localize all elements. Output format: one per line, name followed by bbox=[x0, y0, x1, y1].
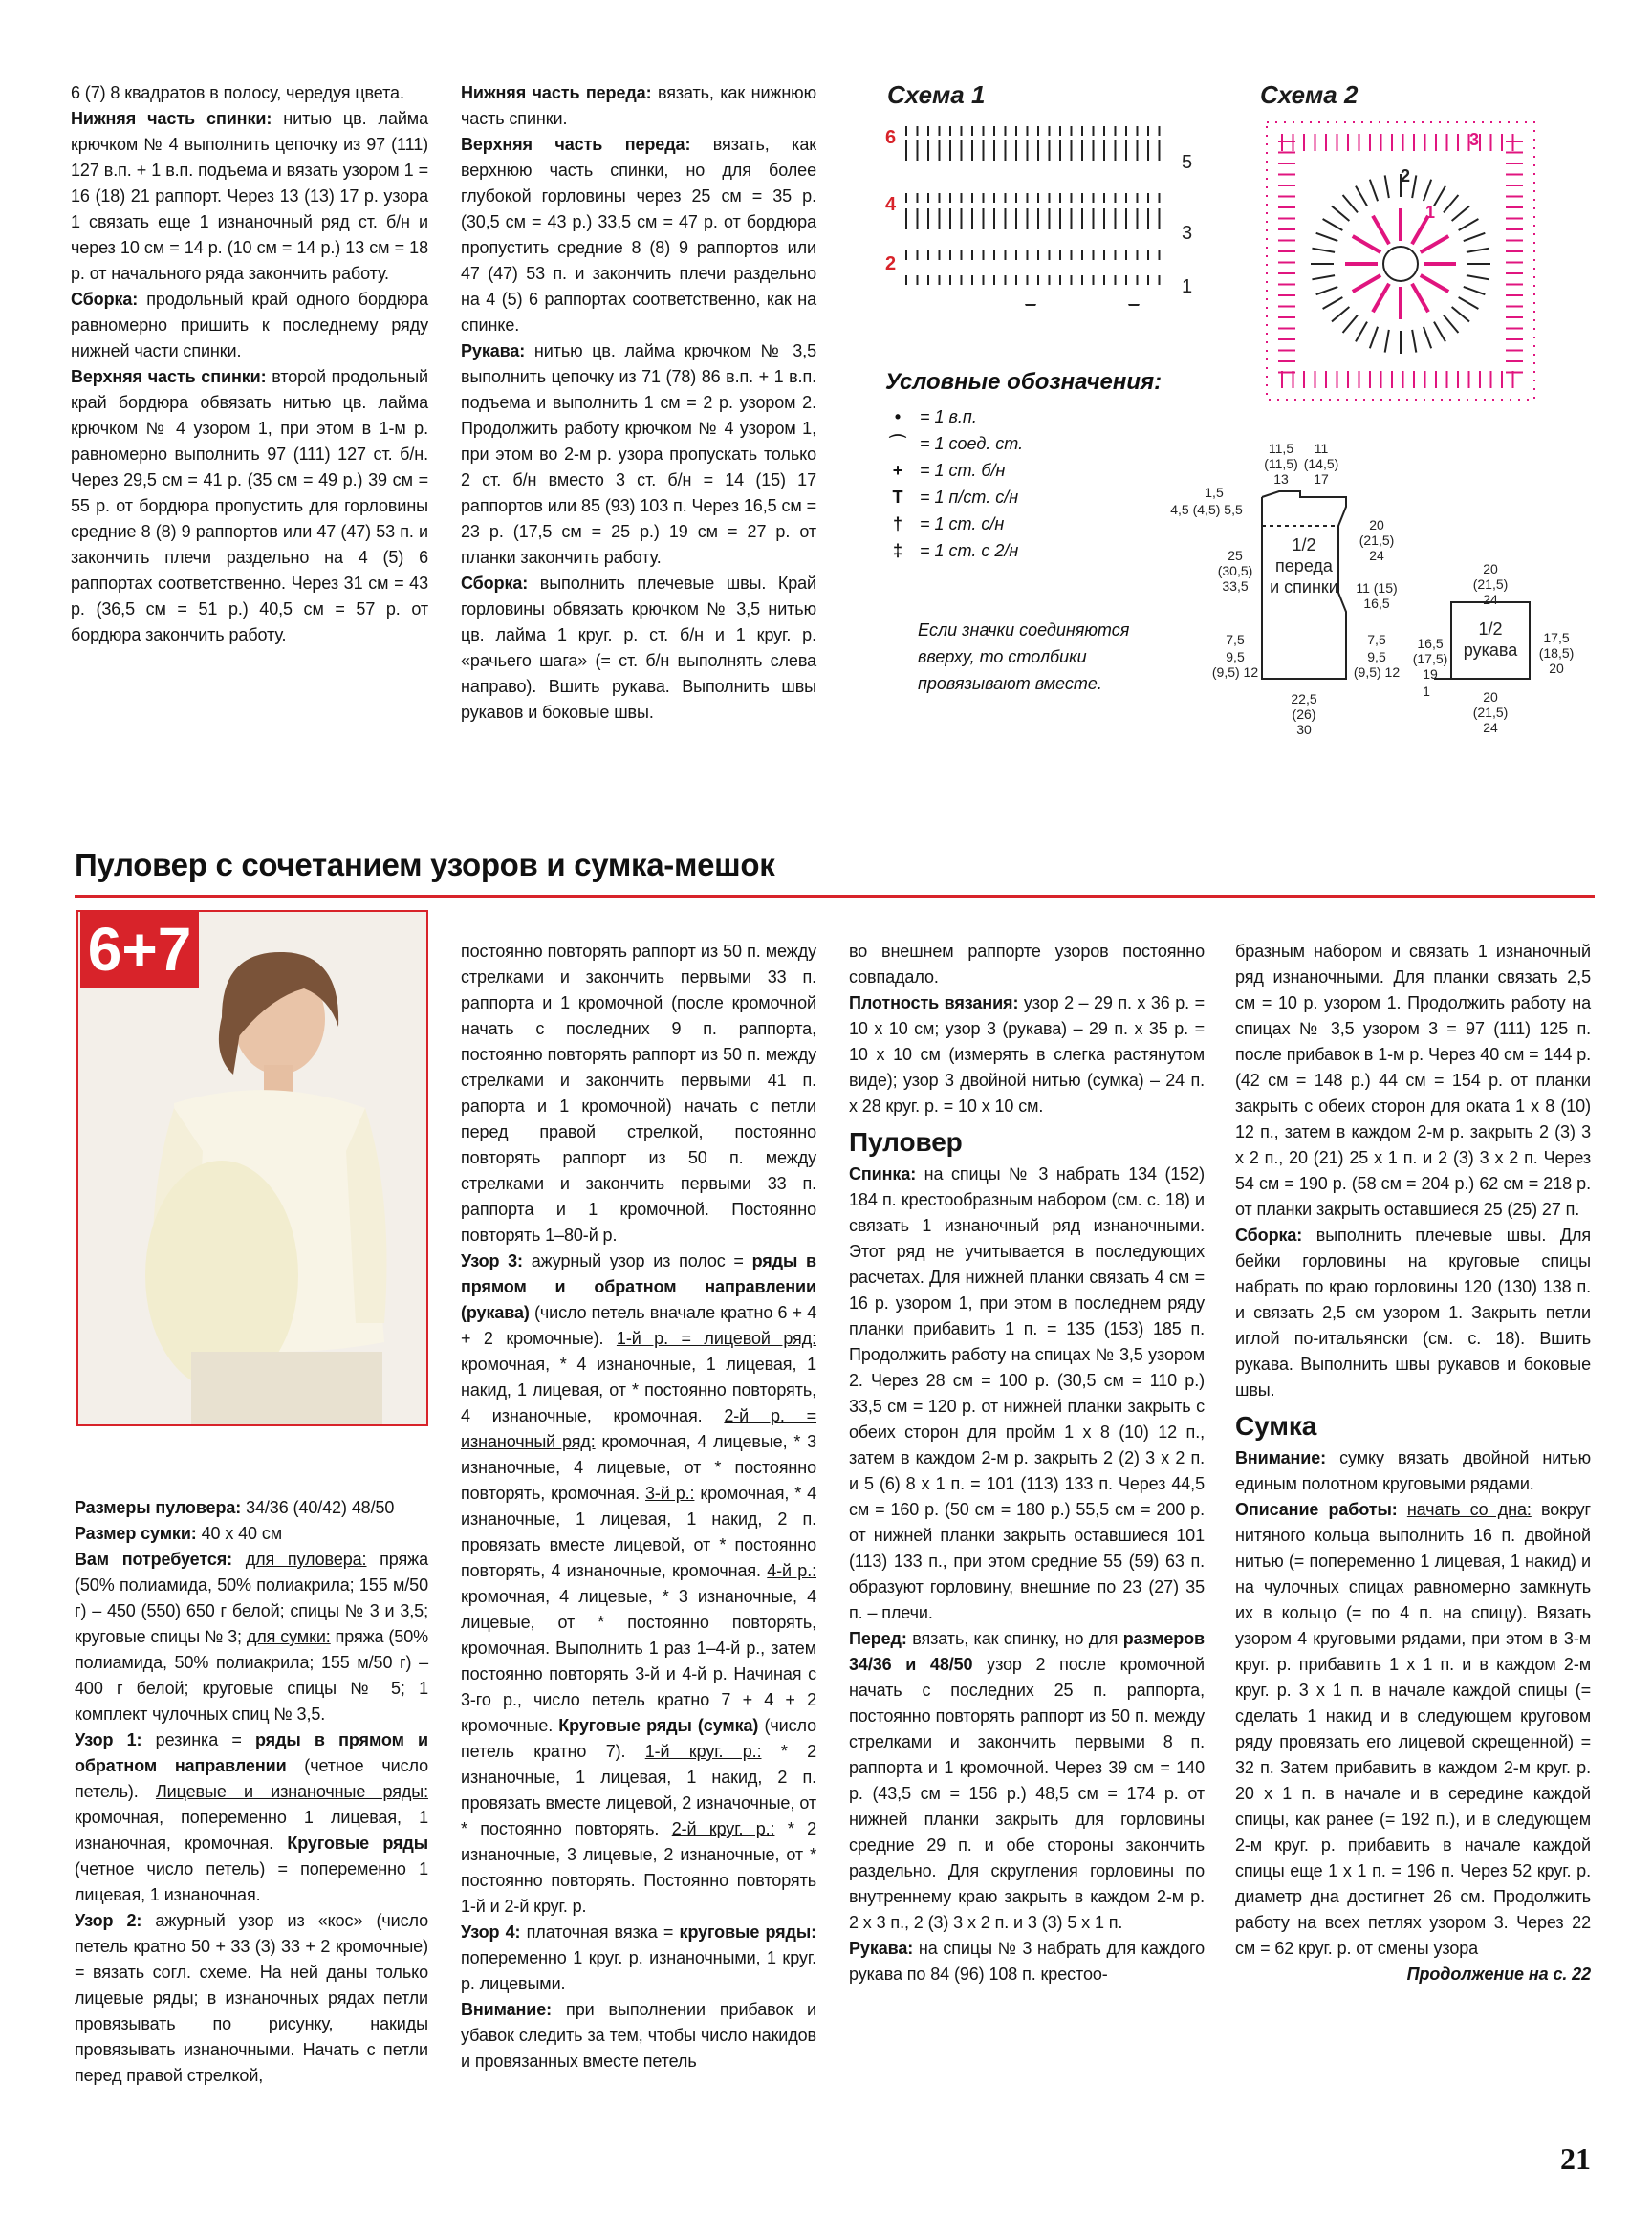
svg-text:19: 19 bbox=[1423, 666, 1438, 682]
svg-text:16,5: 16,5 bbox=[1417, 636, 1444, 651]
top-column-2 bbox=[461, 80, 816, 726]
schema-1-chart bbox=[878, 115, 1203, 306]
paragraph: Рукава: на спицы № 3 набрать для каждого рукава по 84 (96) 108 п. крестоо- bbox=[849, 1939, 1205, 1984]
bottom-column-4 bbox=[1235, 939, 1591, 1987]
stitch-symbol-icon: T bbox=[892, 488, 903, 507]
paragraph: Плотность вязания: узор 2 – 29 п. х 36 р. = 10 х 10 см; узор 3 (рукава) – 29 п. х 35 р. = 10 х 10 см (измерять в слегка растянутом виде); узор 3 двойной нитью (сумка) – 24 п. х 28 круг. р. = 10 х 10 см. bbox=[849, 993, 1205, 1116]
schema-2-row-3: 3 bbox=[1469, 130, 1480, 149]
schema-2-row-2: 2 bbox=[1401, 166, 1411, 185]
svg-text:(9,5) 12: (9,5) 12 bbox=[1211, 664, 1259, 680]
legend-item: • = 1 в.п. bbox=[885, 403, 1162, 430]
paragraph: Нижняя часть переда: вязать, как нижнюю часть спинки. bbox=[461, 83, 816, 128]
schema-1-row-1: 1 bbox=[1182, 276, 1193, 297]
svg-text:(9,5) 12: (9,5) 12 bbox=[1353, 664, 1401, 680]
stitch-symbol-icon: ⌒ bbox=[889, 434, 906, 453]
schema-2-chart bbox=[1257, 113, 1544, 419]
svg-text:20: 20 bbox=[1549, 661, 1564, 676]
bottom-column-1 bbox=[75, 1495, 428, 2089]
legend-item: + = 1 ст. б/н bbox=[885, 457, 1162, 484]
paragraph: Внимание: при выполнении прибавок и убавок следить за тем, чтобы число накидов и провязанных вместе петель bbox=[461, 2000, 816, 2071]
schema-1-row-5: 5 bbox=[1182, 152, 1193, 173]
schema-1-row-3: 3 bbox=[1182, 223, 1193, 244]
title-rule bbox=[75, 895, 1595, 898]
paragraph: Спинка: на спицы № 3 набрать 134 (152) 184 п. крестообразным набором (см. с. 18) и связать 1 изнаночный ряд изнаночными. Этот ряд не учитывается в последующих расчетах. Для нижней планки связать 4 см = 16 р. узором 1, при этом в последнем ряду планки прибавить 1 п. = 135 (153) 185 п. Продолжить работу на спицах № 3,5 узором 2. Через 28 см = 100 р. (30,5 см = 110 р.) 33,5 см = 120 р. от нижней планки закрыть с обеих сторон для пройм 1 х 8 (10) 12 п., затем в каждом 2-м р. закрыть 2 (2) 3 х 2 п. и 5 (6) 8 х 1 п. = 101 (113) 133 п. Через 44,5 см = 160 р. (50 см = 180 р.) 55,5 см = 200 р. от нижней планки закрыть оставшиеся 101 (113) 133 п., при этом средние 55 (59) 63 п. образуют горловину, внешние по 23 (27) 35 п. – плечи. bbox=[849, 1164, 1205, 1622]
schema-1-row-4: 4 bbox=[885, 194, 897, 215]
svg-text:24: 24 bbox=[1483, 592, 1498, 607]
paragraph: Внимание: сумку вязать двойной нитью единым полотном круговыми рядами. bbox=[1235, 1448, 1591, 1493]
legend-item: ‡ = 1 ст. с 2/н bbox=[885, 537, 1162, 564]
article-title: Пуловер с сочетанием узоров и сумка-мешок bbox=[75, 847, 775, 882]
svg-text:11: 11 bbox=[1314, 441, 1329, 456]
svg-text:20: 20 bbox=[1483, 689, 1498, 705]
schema-1-row-6: 6 bbox=[885, 127, 897, 148]
svg-text:(21,5): (21,5) bbox=[1472, 705, 1509, 720]
paragraph: Рукава: нитью цв. лайма крючком № 3,5 выполнить цепочку из 71 (78) 86 в.п. + 1 в.п. подъема и выполнить 1 см = 2 р. узором 2. Продолжить работу крючком № 4 узором 1, при этом во 2-м р. узора пропускать только 2 ст. б/н вместо 3 ст. б/н = 14 (15) 17 раппортов или 85 (93) 103 п. Через 16,5 см = 23 р. (17,5 см = 25 р.) 19 см = 27 р. от планки закончить работу. bbox=[461, 341, 816, 567]
schema-1-row-2: 2 bbox=[885, 253, 897, 274]
legend-item: T = 1 п/ст. с/н bbox=[885, 484, 1162, 510]
paragraph: Перед: вязать, как спинку, но для размеров 34/36 и 48/50 узор 2 после кромочной начать с последних 25 п. раппорта, постоянно повторять раппорт из 50 п. между стрелками и закончить первыми 8 п. раппорта и 1 кромочной. Через 39 см = 140 р. (43,5 см = 156 р.) 48,5 см = 174 р. от нижней планки закрыть для горловины средние 29 п. и обе стороны закончить раздельно. Для скругления горловины по внутреннему краю закрыть в каждом 2-м р. 2 х 3 п., 2 (3) 3 х 2 п. и 3 (3) 5 х 1 п. bbox=[849, 1629, 1205, 1932]
svg-text:9,5: 9,5 bbox=[1367, 649, 1386, 664]
svg-text:9,5: 9,5 bbox=[1226, 649, 1245, 664]
paragraph: бразным набором и связать 1 изнаночный ряд изнаночными. Для планки связать 2,5 см = 10 р. узором 1. Продолжить работу на спицах № 3,5 узором 3 = 97 (111) 125 п. после прибавок в 1-м р. Через 40 см = 144 р. (42 см = 148 р.) 44 см = 154 р. от планки закрыть с обеих сторон для оката 1 х 8 (10) 12 п., затем в каждом 2-м р. закрыть 2 (3) 3 х 2 п., 20 (21) 25 х 1 п. и 2 (3) 3 х 2 п. Через 54 см = 190 р. (58 см = 204 р.) 62 см = 218 р. от планки закрыть оставшиеся 25 (25) 27 п. bbox=[1235, 942, 1591, 1219]
svg-text:(11,5): (11,5) bbox=[1264, 456, 1298, 471]
pattern-diagram bbox=[1147, 430, 1597, 746]
paragraph: Сборка: выполнить плечевые швы. Для бейки горловины на круговые спицы набрать по краю горловины 120 (130) 138 п. и связать 2,5 см узором 1. Закрыть петли иглой по-итальянски (см. с. 18). Вшить рукава. Выполнить швы рукавов и боковые швы. bbox=[1235, 1226, 1591, 1400]
svg-text:11 (15): 11 (15) bbox=[1356, 580, 1398, 596]
legend-title: Условные обозначения: bbox=[885, 369, 1163, 395]
arrow-icon bbox=[1025, 304, 1036, 306]
legend-note: Если значки соединяются вверху, то столбики провязывают вместе. bbox=[918, 620, 1130, 693]
svg-text:4,5 (4,5) 5,5: 4,5 (4,5) 5,5 bbox=[1170, 502, 1243, 517]
paragraph: постоянно повторять раппорт из 50 п. между стрелками и закончить первыми 33 п. раппорта и 1 кромочной (после кромочной начать с последних 9 п. раппорта, постоянно повторять раппорт из 50 п. между стрелками и закончить первыми 41 п. рапорта и 1 кромочной) начать с петли перед правой стрелкой, постоянно повторять раппорт из 50 п. между стрелками и закончить первыми 33 п. раппорта и 1 кромочной. Постоянно повторять 1–80-й р. bbox=[461, 942, 816, 1245]
paragraph: Нижняя часть спинки: нитью цв. лайма крючком № 4 выполнить цепочку из 97 (111) 127 в.п. + 1 в.п. подъема и вязать узором 1 = 16 (18) 21 раппорт. Через 13 (13) 17 р. узора 1 связать еще 1 изнаночный ряд ст. б/н и через 10 см = 14 р. (10 см = 14 р.) 13 см = 18 р. от начального ряда закончить работу. bbox=[71, 109, 428, 283]
svg-text:1: 1 bbox=[1423, 684, 1430, 699]
svg-text:(14,5): (14,5) bbox=[1303, 456, 1339, 471]
top-column-1 bbox=[71, 80, 428, 648]
paragraph: Описание работы: начать со дна: вокруг нитяного кольца выполнить 16 п. двойной нитью (= попеременно 1 лицевая, 1 накид) и на чулочных спицах равномерно замкнуть их в кольцо (= по 4 п. на спицу). Вязать узором 4 круговыми рядами, при этом в 3-м круг. р. прибавить 1 х 1 п. и в каждом 2-м круг. р. 3 х 1 п. в начале каждой спицы (= сделать 1 накид и в следующем круговом ряду провязать его лицевой скрещенной) = 32 п. Затем прибавить в каждом 2-м круг. р. 20 х 1 п. в начале и в середине каждой спицы, как ранее (= 192 п.), и в следующем 2-м круг. р. прибавить в начале каждой спицы еще 1 х 1 п. = 196 п. Через 52 круг. р. диаметр дна достигнет 26 см. Продолжить работу на всех петлях узором 3. Через 22 см = 62 круг. р. от смены узора bbox=[1235, 1500, 1591, 1958]
stitch-symbol-icon: + bbox=[892, 461, 903, 480]
bottom-column-2 bbox=[461, 939, 816, 2074]
svg-text:30: 30 bbox=[1296, 722, 1312, 737]
page-number: 21 bbox=[1560, 2141, 1591, 2176]
paragraph: Сборка: выполнить плечевые швы. Край горловины обвязать крючком № 3,5 нитью цв. лайма 1 круг. р. ст. б/н и 1 круг. р. «рачьего шага» (= ст. б/н выполнять слева направо). Вшить рукава. Выполнить швы рукавов и боковые швы. bbox=[461, 574, 816, 722]
schema-2-row-1: 1 bbox=[1425, 203, 1436, 222]
svg-text:7,5: 7,5 bbox=[1367, 632, 1386, 647]
svg-text:(30,5): (30,5) bbox=[1217, 563, 1253, 578]
paragraph: Узор 1: резинка = ряды в прямом и обратном направлении (четное число петель). Лицевые и изнаночные ряды: кромочная, попеременно 1 лицевая, 1 изнаночная, кромочная. Круговые ряды (четное число петель) = попеременно 1 лицевая, 1 изнаночная. bbox=[75, 1730, 428, 1904]
svg-text:(17,5): (17,5) bbox=[1412, 651, 1448, 666]
body-label-3: и спинки bbox=[1270, 577, 1338, 597]
legend-item: ⌒ = 1 соед. ст. bbox=[885, 430, 1162, 457]
paragraph: Размер сумки: 40 х 40 см bbox=[75, 1524, 283, 1543]
paragraph: Размеры пуловера: 34/36 (40/42) 48/50 bbox=[75, 1498, 395, 1517]
svg-text:11,5: 11,5 bbox=[1268, 441, 1294, 456]
schema-2-title: Схема 2 bbox=[1260, 80, 1359, 109]
body-label-2: переда bbox=[1275, 556, 1333, 575]
paragraph: Вам потребуется: для пуловера: пряжа (50% полиамида, 50% полиакрила; 155 м/50 г) – 450 (550) 650 г белой; спицы № 3 и 3,5; круговые спицы № 3; для сумки: пряжа (50% полиамида, 50% полиакрила; 155 м/50 г) – 400 г белой; круговые спицы № 5; 1 комплект чулочных спиц № 3,5. bbox=[75, 1550, 429, 1724]
svg-text:(21,5): (21,5) bbox=[1359, 532, 1395, 548]
svg-text:25: 25 bbox=[1228, 548, 1243, 563]
section-heading: Пуловер bbox=[849, 1127, 963, 1157]
svg-text:17,5: 17,5 bbox=[1543, 630, 1570, 645]
stitch-symbol-icon: ‡ bbox=[892, 541, 902, 560]
sleeve-label-2: рукава bbox=[1463, 641, 1518, 660]
svg-text:(21,5): (21,5) bbox=[1472, 576, 1509, 592]
stitch-symbol-icon: • bbox=[894, 407, 902, 426]
legend bbox=[885, 369, 1162, 564]
svg-text:24: 24 bbox=[1369, 548, 1384, 563]
sleeve-label-1: 1/2 bbox=[1478, 619, 1503, 639]
svg-text:20: 20 bbox=[1369, 517, 1384, 532]
svg-text:20: 20 bbox=[1483, 561, 1498, 576]
project-number-badge: 6+7 bbox=[80, 910, 199, 988]
paragraph: Сборка: продольный край одного бордюра равномерно пришить к последнему ряду нижней части спинки. bbox=[71, 290, 428, 360]
paragraph: Верхняя часть переда: вязать, как верхнюю часть спинки, но для более глубокой горловины через 25 см = 35 р. (30,5 см = 43 р.) 33,5 см = 47 р. от бордюра пропустить средние 8 (8) 9 раппортов или 47 (47) 53 п. и закончить плечи раздельно на 4 (5) 6 раппортах соответственно, как на спинке. bbox=[461, 135, 817, 335]
schema-1-title: Схема 1 bbox=[887, 80, 986, 109]
legend-item: † = 1 ст. с/н bbox=[885, 510, 1162, 537]
arrow-icon bbox=[1128, 304, 1140, 306]
svg-text:7,5: 7,5 bbox=[1226, 632, 1245, 647]
paragraph: Узор 2: ажурный узор из «кос» (число петель кратно 50 + 33 (3) 33 + 2 кромочные) = вязать согл. схеме. На ней даны только лицевые ряды; в изнаночных рядах петли провязывать по рисунку, накиды провязывать изнаночными. Начать с петли перед правой стрелкой, bbox=[75, 1911, 428, 2085]
svg-text:16,5: 16,5 bbox=[1363, 596, 1390, 611]
paragraph: Верхняя часть спинки: второй продольный край бордюра обвязать нитью цв. лайма крючком № 4 узором 1, при этом в 1-м р. равномерно выполнить 97 (111) 127 ст. б/н. Через 29,5 см = 41 р. (35 см = 49 р.) 39 см = 55 р. от бордюра пропустить для горловины средние 8 (8) 9 раппортов или 47 (47) 53 п. и закончить плечи раздельно на 4 (5) 6 раппортах соответственно. Через 31 см = 43 р. (36,5 см = 51 р.) 40,5 см = 57 р. от бордюра закончить работу. bbox=[71, 367, 428, 644]
paragraph: Узор 4: платочная вязка = круговые ряды: попеременно 1 круг. р. изнаночными, 1 круг. р. лицевыми. bbox=[461, 1922, 816, 1993]
svg-text:22,5: 22,5 bbox=[1291, 691, 1317, 706]
section-heading: Сумка bbox=[1235, 1411, 1317, 1441]
stitch-symbol-icon: † bbox=[892, 514, 902, 533]
bottom-column-3 bbox=[849, 939, 1205, 1987]
svg-text:13: 13 bbox=[1273, 471, 1289, 487]
svg-text:1,5: 1,5 bbox=[1205, 485, 1224, 500]
paragraph: Узор 3: ажурный узор из полос = ряды в прямом и обратном направлении (рукава) (число петель вначале кратно 6 + 4 + 2 кромочные). 1-й р. = лицевой ряд: кромочная, * 4 изнаночные, 1 лицевая, 1 накид, 1 лицевая, от * постоянно повторять, 4 изнаночные, кромочная. 2-й р. = изнаночный ряд: кромочная, 4 лицевые, * 3 изнаночные, 4 лицевые, от * постоянно повторять, кромочная. 3-й р.: кромочная, * 4 изнаночные, 1 лицевая, 1 накид, 2 п. провязать вместе лицевой, от * постоянно повторять, 4 изнаночные, кромочная. 4-й р.: кромочная, 4 лицевые, * 3 изнаночные, 4 лицевые, от * постоянно повторять, кромочная. Выполнить 1 раз 1–4-й р., затем постоянно повторять 3-й и 4-й р. Начиная с 3-го р., число петель кратно 7 + 4 + 2 кромочные. Круговые ряды (сумка) (число петель кратно 7). 1-й круг. р.: * 2 изнаночные, 1 лицевая, 1 накид, 2 п. провязать вместе лицевой, 2 изначочные, от * постоянно повторять. 2-й круг. р.: * 2 изнаночные, 3 лицевые, 2 изнаночные, от * постоянно повторять. Постоянно повторять 1-й и 2-й круг. р. bbox=[461, 1251, 817, 1916]
svg-text:24: 24 bbox=[1483, 720, 1498, 735]
svg-text:33,5: 33,5 bbox=[1222, 578, 1249, 594]
paragraph: 6 (7) 8 квадратов в полосу, чередуя цвета. bbox=[71, 83, 404, 102]
svg-text:(26): (26) bbox=[1292, 706, 1316, 722]
svg-text:17: 17 bbox=[1314, 471, 1329, 487]
body-label-1: 1/2 bbox=[1292, 535, 1316, 554]
svg-text:(18,5): (18,5) bbox=[1538, 645, 1575, 661]
paragraph: во внешнем раппорте узоров постоянно совпадало. bbox=[849, 942, 1205, 987]
continued-note: Продолжение на с. 22 bbox=[1406, 1965, 1591, 1984]
